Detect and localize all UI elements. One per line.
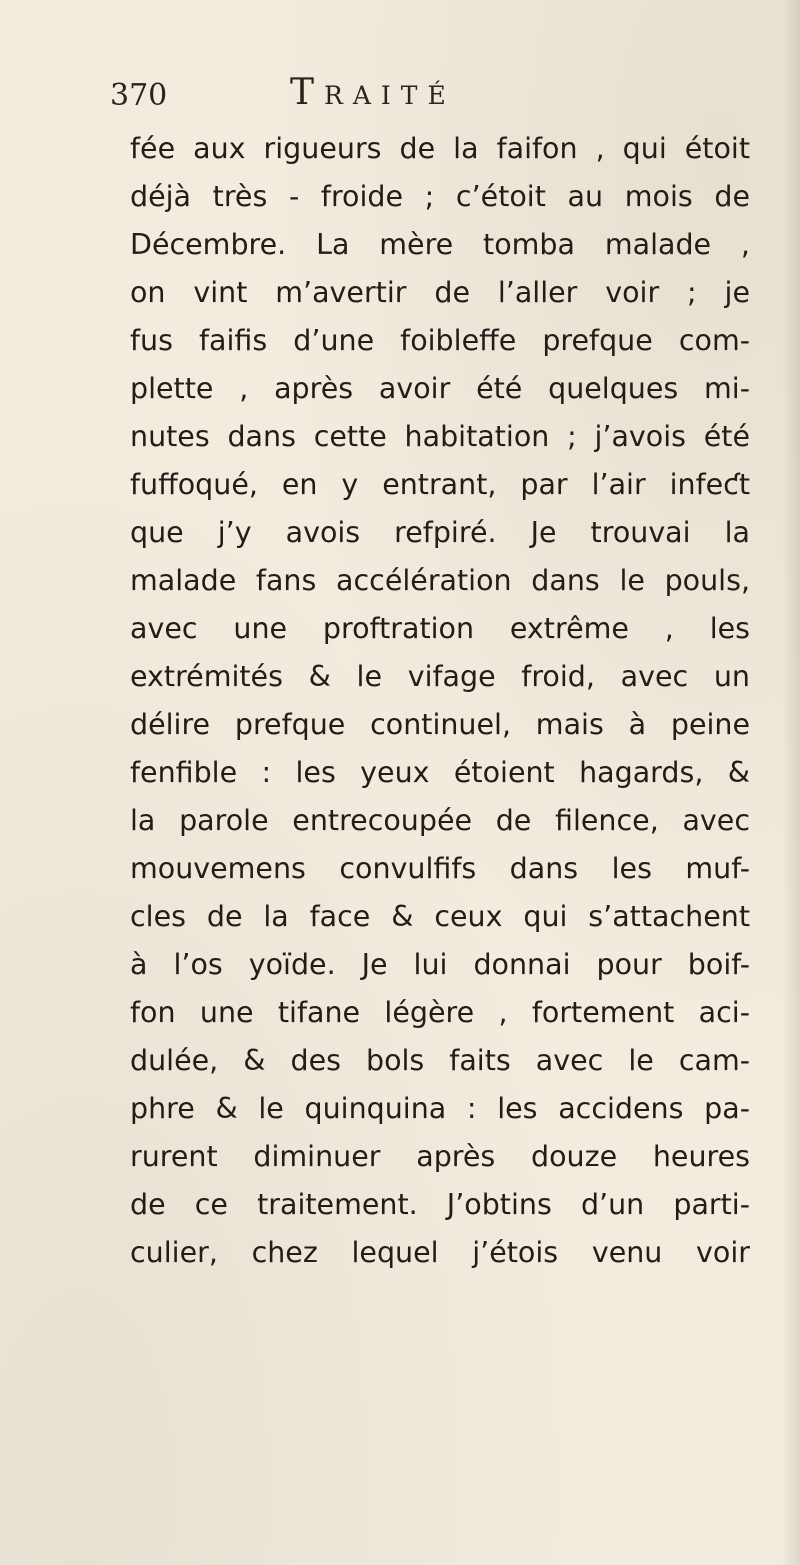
text-line: malade fans accélération dans le pouls, — [130, 564, 750, 597]
text-line: nutes dans cette habitation ; j’avois été — [130, 420, 750, 453]
text-line: avec une proftration extrême , les — [130, 612, 750, 645]
text-line: dulée, & des bols faits avec le cam- — [130, 1044, 750, 1077]
text-line: fée aux rigueurs de la faifon , qui étoit — [130, 132, 750, 165]
page-edge-shadow — [782, 0, 800, 1565]
running-title: Traité — [290, 72, 456, 113]
text-line: fon une tifane légère , fortement aci- — [130, 996, 750, 1029]
text-line: cles de la face & ceux qui s’attachent — [130, 900, 750, 933]
text-line: mouvemens convulfifs dans les muf- — [130, 852, 750, 885]
text-line: de ce traitement. J’obtins d’un parti- — [130, 1188, 750, 1221]
text-line: que j’y avois refpiré. Je trouvai la — [130, 516, 750, 549]
text-line: extrémités & le vifage froid, avec un — [130, 660, 750, 693]
body-text — [130, 125, 750, 1277]
text-line: Décembre. La mère tomba malade , — [130, 228, 750, 261]
text-line: la parole entrecoupée de filence, avec — [130, 804, 750, 837]
text-line: fuffoqué, en y entrant, par l’air infeƈt — [130, 468, 750, 501]
text-line: délire prefque continuel, mais à peine — [130, 708, 750, 741]
text-line: rurent diminuer après douze heures — [130, 1140, 750, 1173]
text-line: à l’os yoïde. Je lui donnai pour boif- — [130, 948, 750, 981]
text-line: fenfible : les yeux étoient hagards, & — [130, 756, 750, 789]
text-line: fus faifis d’une foibleffe prefque com- — [130, 324, 750, 357]
text-line: phre & le quinquina : les accidens pa- — [130, 1092, 750, 1125]
text-line: déjà très - froide ; c’étoit au mois de — [130, 180, 750, 213]
text-line: culier, chez lequel j’étois venu voir — [130, 1236, 750, 1269]
page-header — [110, 62, 630, 112]
text-line: on vint m’avertir de l’aller voir ; je — [130, 276, 750, 309]
page-number: 370 — [110, 78, 168, 113]
text-line: plette , après avoir été quelques mi- — [130, 372, 750, 405]
